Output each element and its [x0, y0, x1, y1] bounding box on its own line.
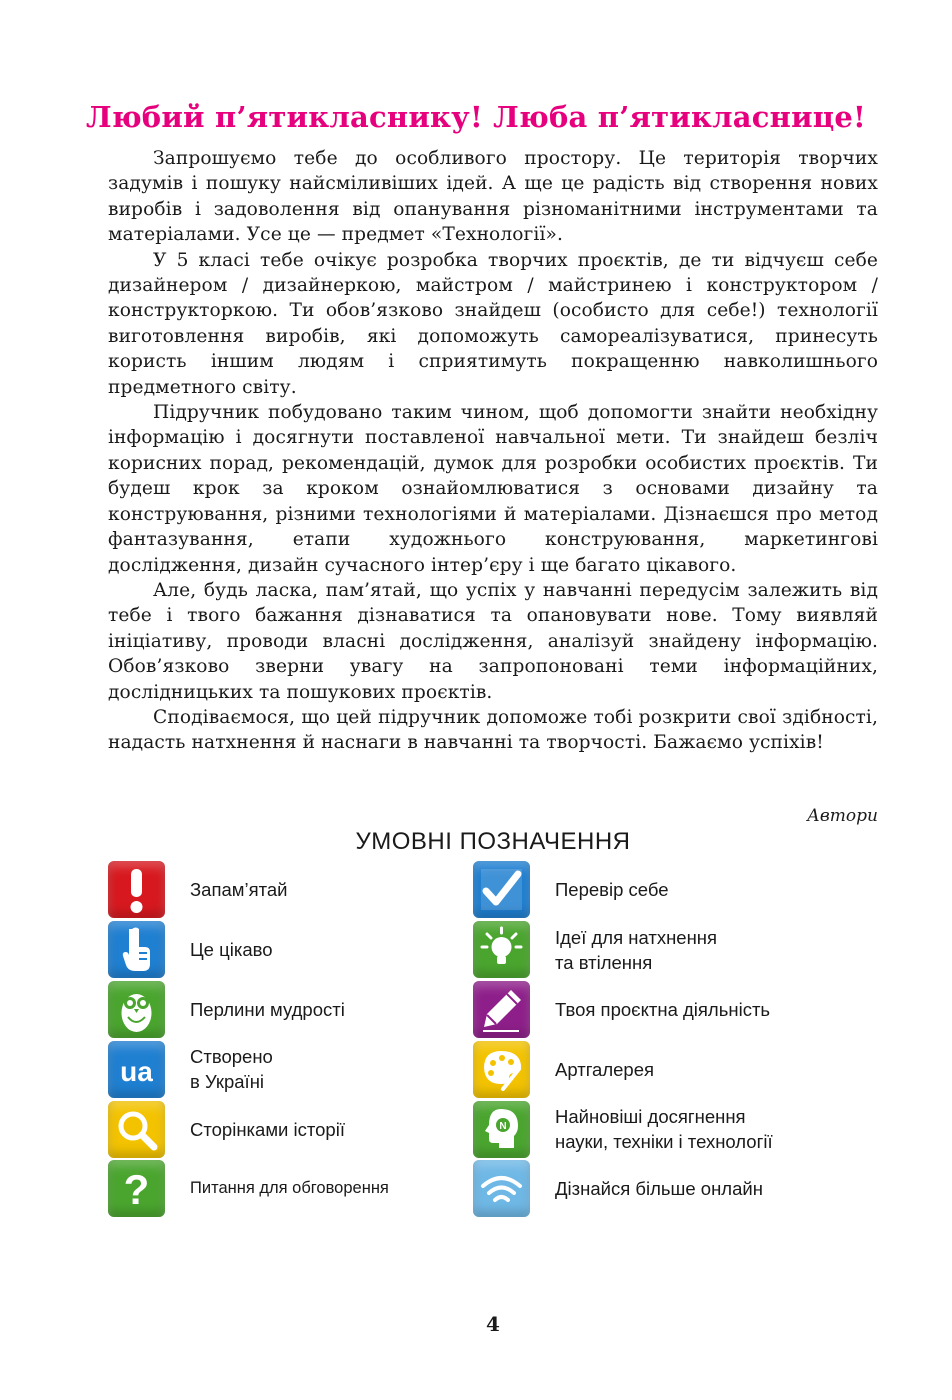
legend-item-art-gallery — [473, 1039, 773, 1099]
legend-item-online — [473, 1159, 773, 1219]
legend-item-wisdom — [108, 980, 389, 1040]
ua-icon — [108, 1041, 165, 1098]
legend-column-right — [473, 860, 773, 1219]
exclamation-icon — [108, 861, 165, 918]
authors-signature: Автори — [807, 806, 878, 826]
owl-icon — [108, 981, 165, 1038]
legend-item-ideas — [473, 920, 773, 980]
svg-text:ua: ua — [120, 1055, 153, 1087]
lightbulb-icon — [473, 921, 530, 978]
pointing-hand-icon — [108, 921, 165, 978]
paragraph: Сподіваємося, що цей підручник допоможе тобі розкрити свої здібності, надасть натхнення й наснаги в навчанні та творчості. Бажаємо успіхів! — [108, 706, 878, 754]
paragraph: Підручник побудовано таким чином, щоб допомогти знайти необхідну інформацію і досягнути поставленої навчальної мети. Ти знайдеш безліч корисних порад, рекомендацій, думок для розробки особистих проєктів. Ти будеш крок за кроком ознайомлюватися з основами дизайну та конструювання, різними технологіями й матеріалами. Дізнаєшся про метод фантазування, етапи художнього конструювання, маркетингові дослідження, дизайн сучасного інтер’єру і ще багато цікавого. — [108, 402, 878, 576]
legend-label: Сторінками історії — [190, 1118, 345, 1140]
wifi-icon — [473, 1160, 530, 1217]
legend-label: Перевір себе — [555, 879, 669, 901]
legend-label: Твоя проєктна діяльність — [555, 998, 771, 1020]
intro-text — [108, 146, 878, 756]
legend-item-discussion — [108, 1159, 389, 1219]
legend-item-remember — [108, 860, 389, 920]
legend-label: Найновіші досягнення науки, техніки і технології — [555, 1106, 773, 1153]
magnifier-icon — [108, 1101, 165, 1158]
legend-label: Питання для обговорення — [190, 1179, 389, 1198]
legend-item-interesting — [108, 920, 389, 980]
page-title: Любий п’ятикласнику! Люба п’ятикласнице! — [86, 100, 866, 134]
svg-text:?: ? — [123, 1166, 150, 1214]
paragraph: Але, будь ласка, пам’ятай, що успіх у навчанні передусім залежить від тебе і твого бажання дізнаватися та опановувати нове. Тому виявляй ініціативу, проводи власні дослідження, аналізуй знайдену інформацію. Обов’язково зверни увагу на запропоновані теми інформаційних, дослідницьких та пошукових проєктів. — [108, 579, 878, 703]
legend-item-innovations — [473, 1099, 773, 1159]
legend-column-left — [108, 860, 389, 1219]
legend-label: Це цікаво — [190, 939, 273, 961]
paragraph: У 5 класі тебе очікує розробка творчих проєктів, де ти відчуєш себе дизайнером / дизайнеркою, майстром / майстринею і конструктором / конструкторкою. Ти обов’язково знайдеш (особисто для себе!) технології виготовлення виробів, які допоможуть самореалізуватися, принесуть користь іншим людям і сприятимуть покращенню навколишнього предметного світу. — [108, 249, 878, 398]
head-n-icon — [473, 1101, 530, 1158]
pencil-icon — [473, 981, 530, 1038]
legend-item-made-in-ukraine — [108, 1039, 389, 1099]
legend-label: Запам’ятай — [190, 879, 288, 901]
legend-item-project — [473, 980, 773, 1040]
checkmark-icon — [473, 861, 530, 918]
legend-label: Ідеї для натхнення та втілення — [555, 926, 718, 973]
legend-item-check-yourself — [473, 860, 773, 920]
legend-label: Створено в Україні — [190, 1046, 273, 1093]
legend-item-history — [108, 1099, 389, 1159]
legend-label: Дізнайся більше онлайн — [555, 1178, 763, 1200]
question-icon — [108, 1160, 165, 1217]
palette-icon — [473, 1041, 530, 1098]
legend-title: УМОВНІ ПОЗНАЧЕННЯ — [355, 828, 631, 855]
legend-label: Перлини мудрості — [190, 998, 345, 1020]
legend-label: Артгалерея — [555, 1058, 655, 1080]
page-number: 4 — [486, 1312, 500, 1336]
paragraph: Запрошуємо тебе до особливого простору. Це територія творчих задумів і пошуку найсміливіших ідей. А ще це радість від створення нових виробів і задоволення від опанування різноманітними інструментами та матеріалами. Усе це — предмет «Технології». — [108, 148, 878, 246]
svg-text:N: N — [499, 1120, 507, 1132]
